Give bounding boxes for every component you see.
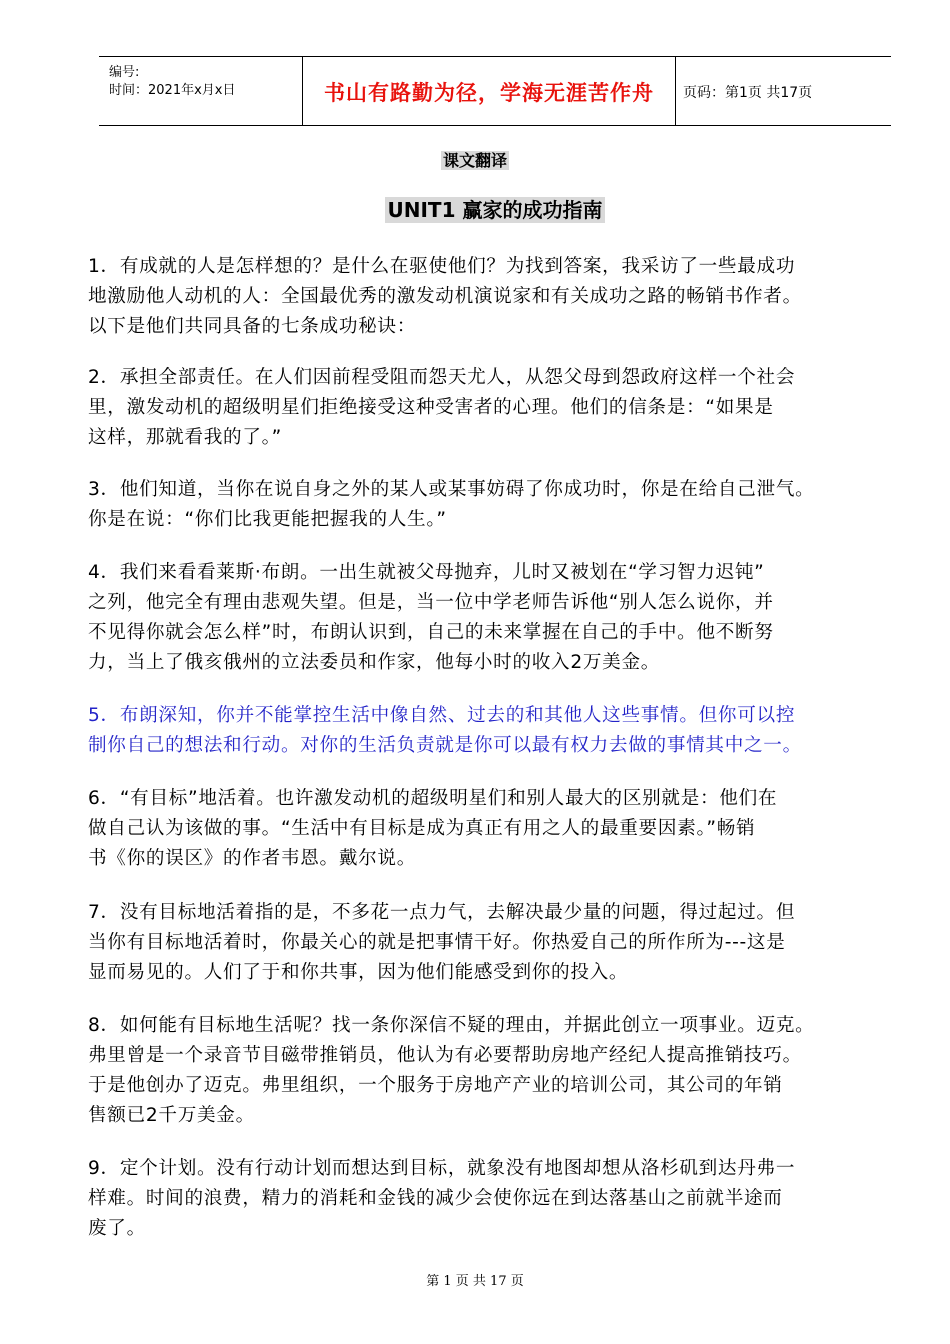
header-table (99, 56, 891, 126)
paragraph-line: 4．我们来看看莱斯·布朗。一出生就被父母抛弃，儿时又被划在“学习智力迟钝” (88, 562, 765, 583)
paragraph-line: 制你自己的想法和行动。对你的生活负责就是你可以最有权力去做的事情其中之一。 (88, 735, 802, 756)
paragraph-8 (88, 1011, 918, 1131)
paragraph-line: 6．“有目标”地活着。也许激发动机的超级明星们和别人最大的区别就是：他们在 (88, 788, 778, 809)
motto: 书山有路勤为径，学海无涯苦作舟 (324, 81, 654, 105)
paragraph-line: 8．如何能有目标地生活呢？找一条你深信不疑的理由，并据此创立一项事业。迈克。 (88, 1015, 815, 1036)
paragraph-line: 1．有成就的人是怎样想的？是什么在驱使他们？为找到答案，我采访了一些最成功 (88, 256, 796, 277)
paragraph-6 (88, 784, 918, 874)
paragraph-line: 你是在说：“你们比我更能把握我的人生。” (88, 509, 447, 530)
paragraph-9 (88, 1154, 918, 1244)
paragraph-line: 书《你的误区》的作者韦恩。戴尔说。 (88, 848, 416, 869)
unit-title (0, 194, 950, 223)
paragraph-line: 售额已2千万美金。 (88, 1105, 255, 1126)
serial-label: 编号: (109, 65, 140, 80)
paragraph-5-highlighted (88, 701, 918, 761)
section-title (0, 148, 950, 171)
header-info-cell (99, 57, 302, 125)
paragraph-1 (88, 252, 918, 342)
paragraph-line: 以下是他们共同具备的七条成功秘诀： (88, 316, 416, 337)
paragraph-line: 做自己认为该做的事。“生活中有目标是成为真正有用之人的最重要因素。”畅销 (88, 818, 756, 839)
section-title-text: 课文翻译 (442, 151, 507, 170)
paragraph-7 (88, 898, 918, 988)
paragraph-line: 弗里曾是一个录音节目磁带推销员，他认为有必要帮助房地产经纪人提高推销技巧。 (88, 1045, 802, 1066)
paragraph-2 (88, 363, 918, 453)
paragraph-line: 力，当上了俄亥俄州的立法委员和作家，他每小时的收入2万美金。 (88, 652, 661, 673)
paragraph-line: 这样，那就看我的了。” (88, 427, 282, 448)
paragraph-3 (88, 475, 918, 535)
unit-title-text: UNIT1 赢家的成功指南 (385, 197, 606, 223)
page-label: 页码：第1页 共17页 (683, 85, 813, 101)
paragraph-line: 9．定个计划。没有行动计划而想达到目标，就象没有地图却想从洛杉矶到达丹弗一 (88, 1158, 796, 1179)
paragraph-line: 显而易见的。人们了于和你共事，因为他们能感受到你的投入。 (88, 962, 629, 983)
header-motto-cell (302, 57, 676, 125)
time-label: 时间：2021年x月x日 (109, 83, 236, 98)
paragraph-line: 废了。 (88, 1218, 146, 1239)
paragraph-line: 地激励他人动机的人：全国最优秀的激发动机演说家和有关成功之路的畅销书作者。 (88, 286, 802, 307)
paragraph-4 (88, 558, 918, 678)
paragraph-line: 之列，他完全有理由悲观失望。但是，当一位中学老师告诉他“别人怎么说你，并 (88, 592, 774, 613)
paragraph-line: 7．没有目标地活着指的是，不多花一点力气，去解决最少量的问题，得过起过。但 (88, 902, 796, 923)
paragraph-line: 样难。时间的浪费，精力的消耗和金钱的减少会使你远在到达落基山之前就半途而 (88, 1188, 783, 1209)
paragraph-line: 3．他们知道，当你在说自身之外的某人或某事妨碍了你成功时，你是在给自己泄气。 (88, 479, 815, 500)
paragraph-line: 里，激发动机的超级明星们拒绝接受这种受害者的心理。他们的信条是：“如果是 (88, 397, 774, 418)
paragraph-line: 不见得你就会怎么样”时，布朗认识到，自己的未来掌握在自己的手中。他不断努 (88, 622, 774, 643)
paragraph-line: 当你有目标地活着时，你最关心的就是把事情干好。你热爱自己的所作所为---这是 (88, 932, 786, 953)
paragraph-line: 5．布朗深知，你并不能掌控生活中像自然、过去的和其他人这些事情。但你可以控 (88, 705, 796, 726)
page-footer: 第 1 页 共 17 页 (426, 1274, 524, 1289)
header-page-cell (675, 57, 891, 125)
paragraph-line: 2．承担全部责任。在人们因前程受阻而怨天尤人，从怨父母到怨政府这样一个社会 (88, 367, 796, 388)
paragraph-line: 于是他创办了迈克。弗里组织，一个服务于房地产产业的培训公司，其公司的年销 (88, 1075, 783, 1096)
